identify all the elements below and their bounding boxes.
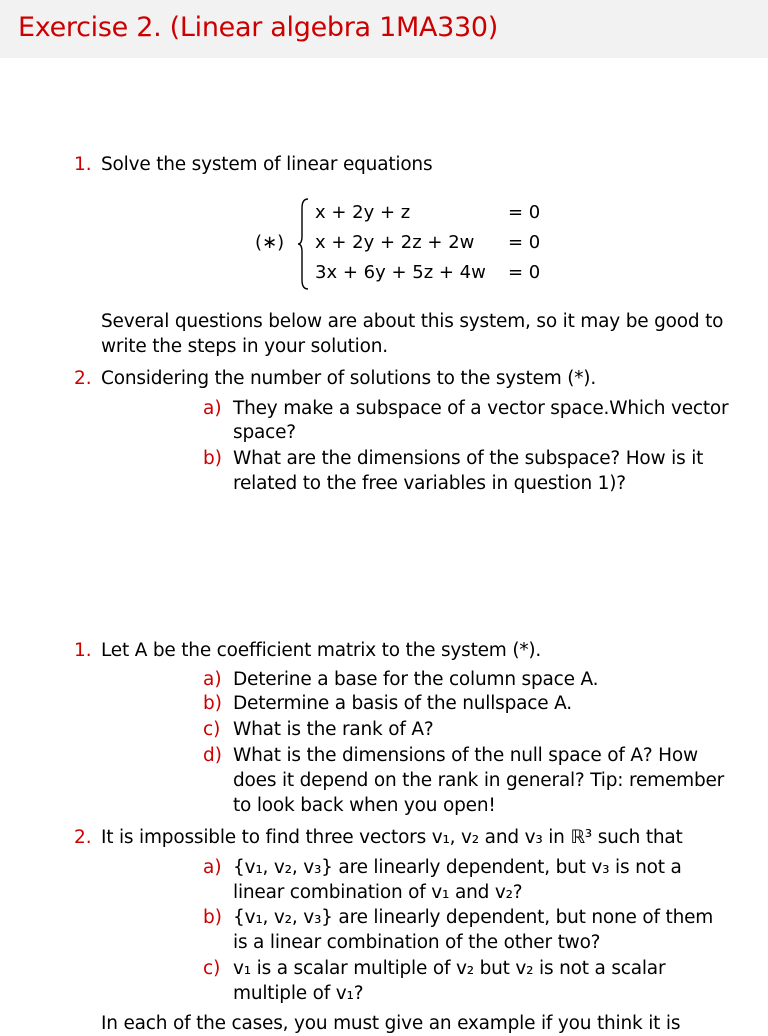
equation-lhs: x + 2y + 2z + 2w	[315, 232, 475, 253]
question-number: 2.	[74, 368, 92, 389]
item-label: c)	[203, 958, 221, 979]
item-label: a)	[203, 669, 222, 690]
page-title: Exercise 2. (Linear algebra 1MA330)	[18, 12, 498, 43]
system-label: (∗)	[255, 232, 285, 253]
equation-rhs: = 0	[508, 202, 541, 223]
item-label: a)	[203, 398, 222, 419]
left-brace	[297, 198, 309, 290]
item-label: d)	[203, 745, 222, 766]
header-bar	[0, 0, 768, 58]
item-label: b)	[203, 448, 222, 469]
item-label: b)	[203, 693, 222, 714]
equation-rhs: = 0	[508, 232, 541, 253]
item-text: {v₁, v₂, v₃} are linearly dependent, but none of them	[233, 907, 714, 928]
item-text: What are the dimensions of the subspace? How is it	[233, 448, 704, 469]
closing-text: In each of the cases, you must give an example if you think it is	[101, 1013, 681, 1034]
item-text: space?	[233, 422, 296, 443]
item-label: a)	[203, 857, 222, 878]
item-text: related to the free variables in question 1)?	[233, 473, 626, 494]
question-number: 1.	[74, 154, 92, 175]
equation-lhs: 3x + 6y + 5z + 4w	[315, 262, 486, 283]
item-text: v₁ is a scalar multiple of v₂ but v₂ is not a scalar	[233, 958, 666, 979]
item-label: c)	[203, 719, 221, 740]
item-text: Deterine a base for the column space A.	[233, 669, 599, 690]
item-text: Determine a basis of the nullspace A.	[233, 693, 572, 714]
item-text: multiple of v₁?	[233, 983, 364, 1004]
item-text: {v₁, v₂, v₃} are linearly dependent, but v₃ is not a	[233, 857, 682, 878]
item-text: is a linear combination of the other two?	[233, 932, 601, 953]
question-number: 2.	[74, 827, 92, 848]
equation-lhs: x + 2y + z	[315, 202, 411, 223]
item-text: does it depend on the rank in general? Tip: remember	[233, 770, 725, 791]
equation-rhs: = 0	[508, 262, 541, 283]
note-text: write the steps in your solution.	[101, 336, 388, 357]
item-text: linear combination of v₁ and v₂?	[233, 882, 523, 903]
question-text: It is impossible to find three vectors v₁, v₂ and v₃ in ℝ³ such that	[101, 827, 683, 848]
question-text: Let A be the coefficient matrix to the system (*).	[101, 640, 542, 661]
item-label: b)	[203, 907, 222, 928]
question-text: Considering the number of solutions to the system (*).	[101, 368, 596, 389]
item-text: They make a subspace of a vector space.Which vector	[233, 398, 729, 419]
item-text: to look back when you open!	[233, 795, 496, 816]
item-text: What is the dimensions of the null space of A? How	[233, 745, 698, 766]
item-text: What is the rank of A?	[233, 719, 434, 740]
note-text: Several questions below are about this system, so it may be good to	[101, 311, 724, 332]
question-number: 1.	[74, 640, 92, 661]
question-text: Solve the system of linear equations	[101, 154, 433, 175]
